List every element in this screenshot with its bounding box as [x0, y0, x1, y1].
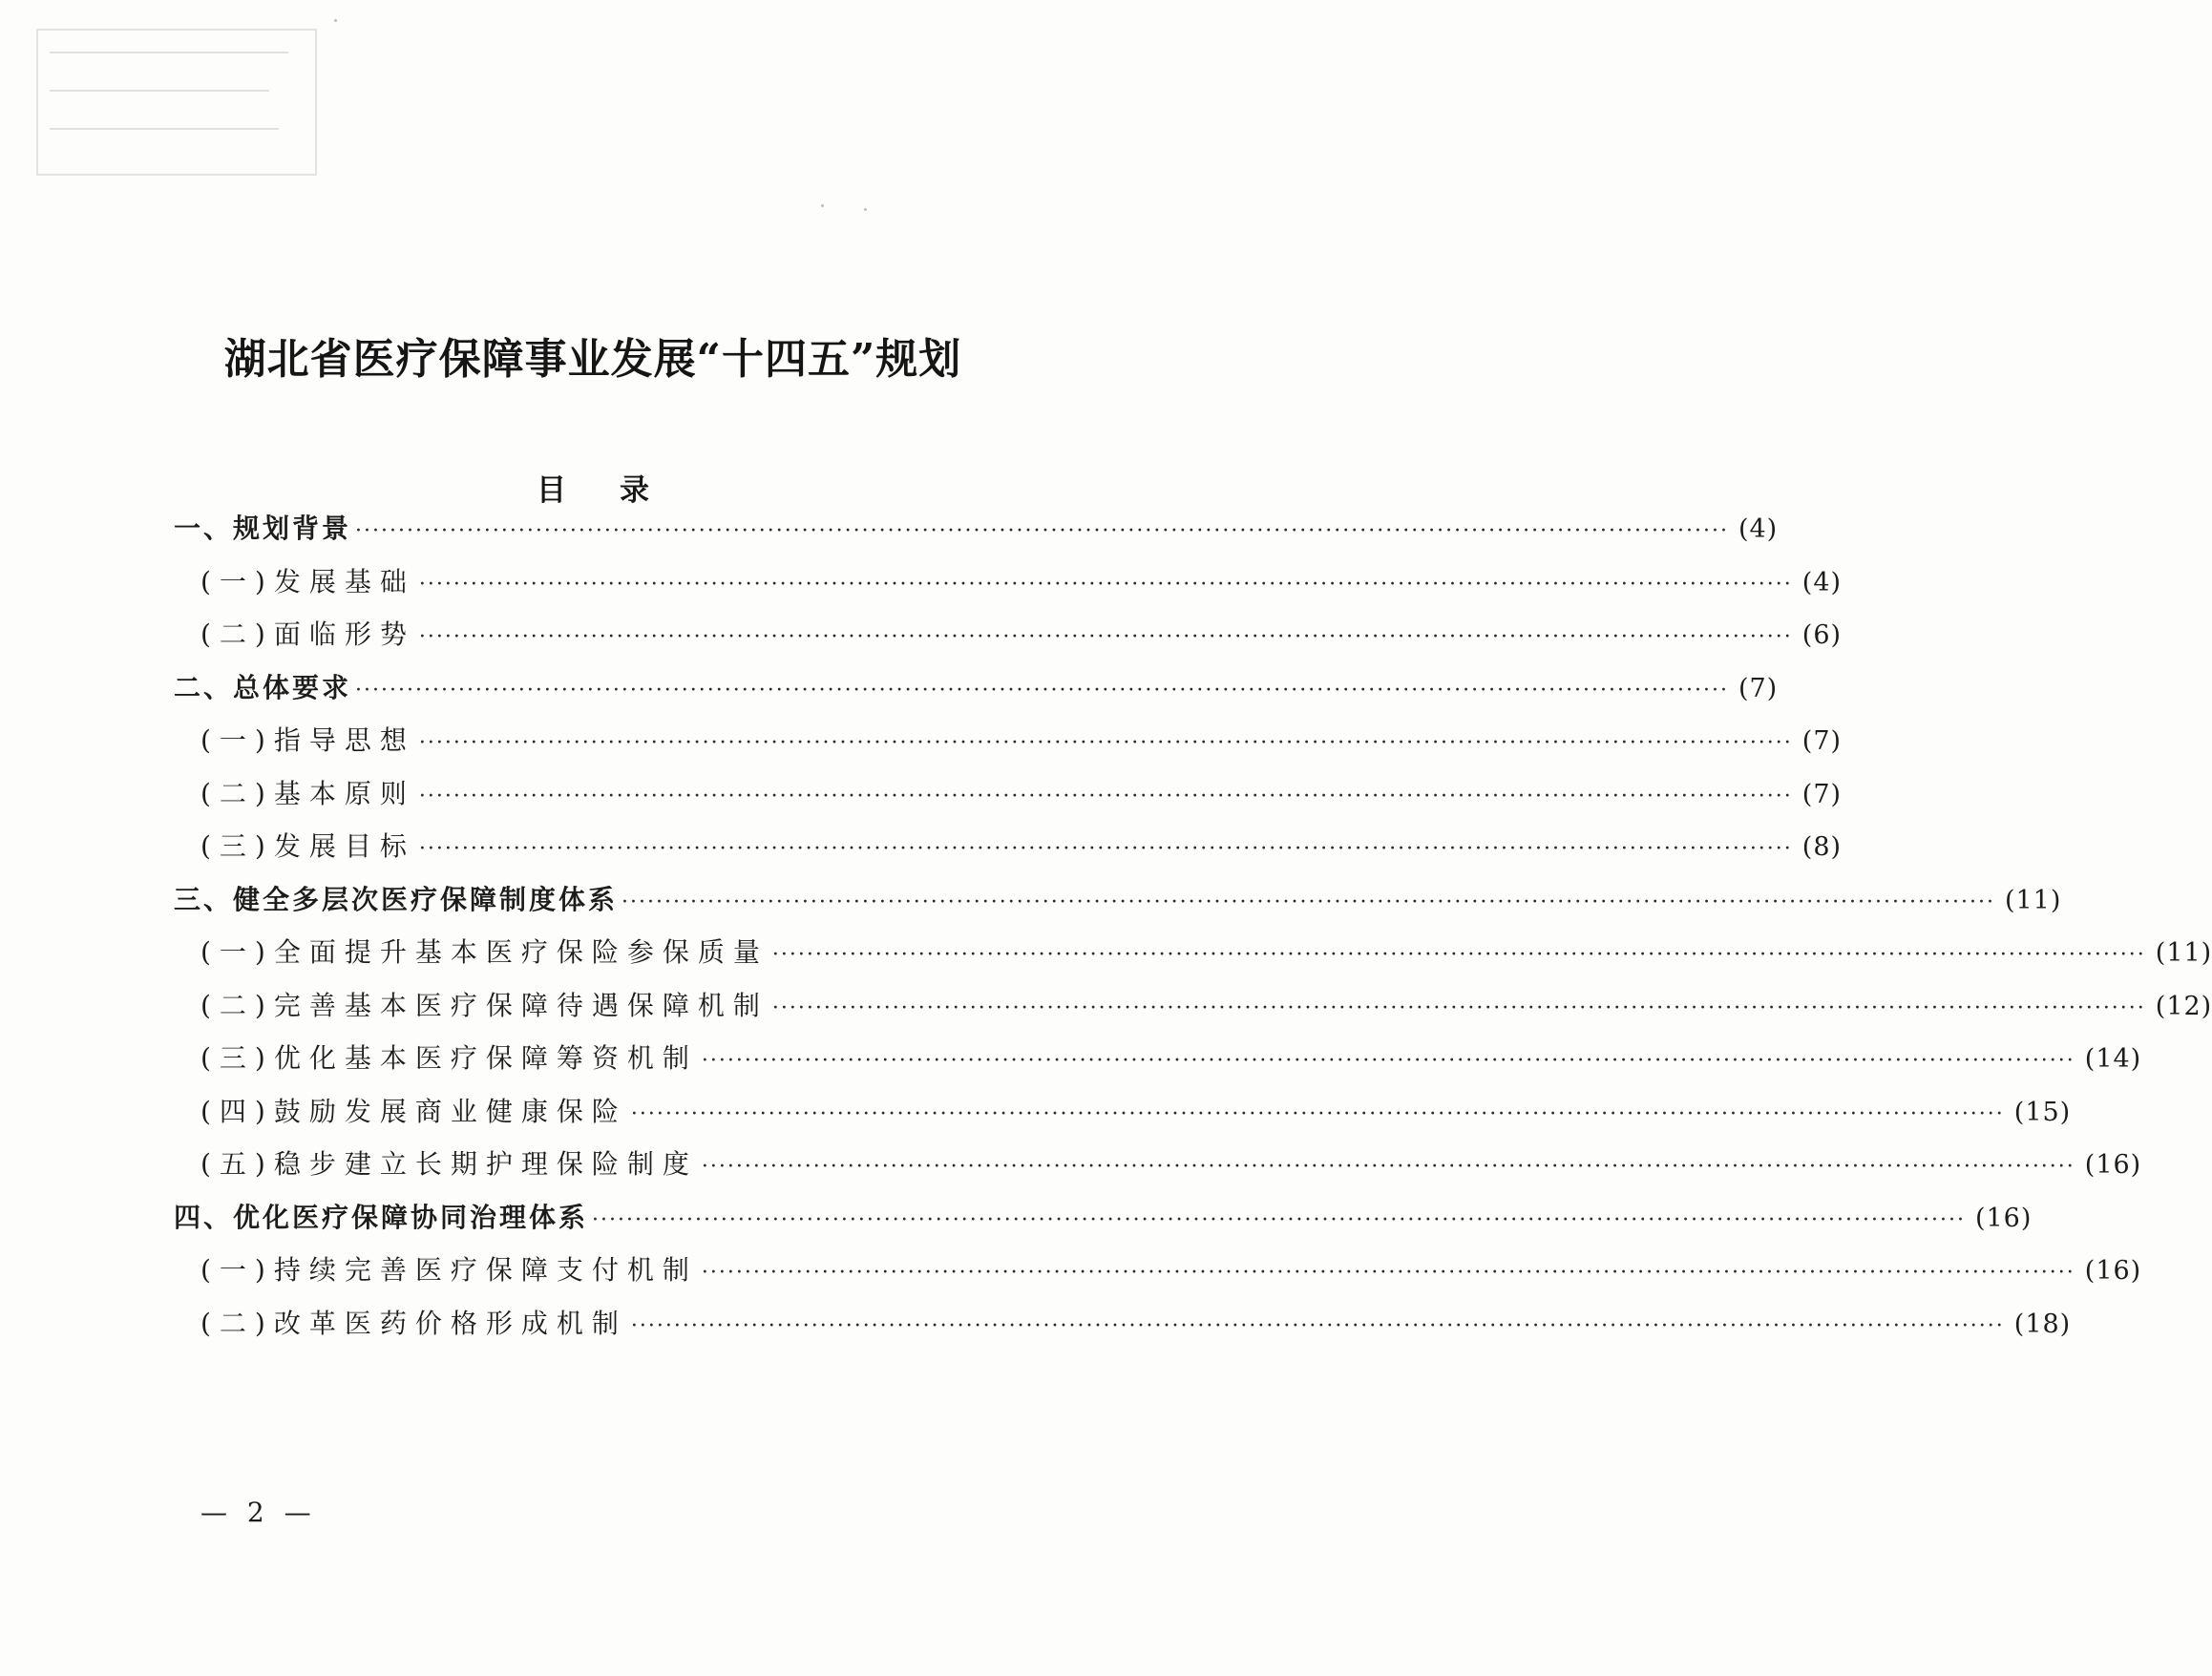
- toc-section-entry[interactable]: [174, 1197, 2033, 1235]
- page-number: — 2 —: [200, 1497, 317, 1528]
- toc-subsection-entry[interactable]: [200, 720, 1843, 758]
- toc-dot-leader: ································································································································································: [418, 785, 1793, 808]
- toc-entry-number: 三、: [174, 884, 234, 915]
- toc-entry-number: (三): [200, 1042, 274, 1074]
- toc-entry-number: (二): [200, 1308, 274, 1339]
- toc-dot-leader: ································································································································································: [418, 625, 1793, 649]
- toc-entry-label: 全面提升基本医疗保险参保质量: [273, 936, 769, 968]
- toc-entry-number: 一、: [174, 513, 234, 544]
- toc-dot-leader: ································································································································································: [621, 890, 1995, 914]
- toc-dot-leader: ································································································································································: [592, 1208, 1966, 1232]
- toc-entry-page: (7): [1801, 780, 1843, 809]
- toc-dot-leader: ································································································································································: [418, 837, 1793, 861]
- toc-dot-leader: ································································································································································: [355, 519, 1729, 543]
- toc-dot-leader: ································································································································································: [701, 1155, 2075, 1179]
- toc-entry-page: (7): [1801, 726, 1843, 756]
- toc-entry-number: 二、: [174, 672, 234, 703]
- toc-entry-number: (三): [200, 830, 274, 862]
- toc-entry-label: 基本原则: [273, 778, 415, 809]
- toc-subsection-entry[interactable]: [200, 985, 2212, 1023]
- toc-entry-page: (14): [2084, 1044, 2142, 1074]
- scan-speck: [864, 208, 867, 211]
- toc-dot-leader: ································································································································································: [701, 1049, 2075, 1073]
- toc-entry-label: 改革医药价格形成机制: [273, 1308, 627, 1339]
- toc-entry-label: 健全多层次医疗保障制度体系: [233, 884, 619, 915]
- toc-entry-page: (8): [1801, 832, 1843, 862]
- toc-entry-number: (一): [200, 566, 274, 597]
- toc-entry-number: (一): [200, 936, 274, 968]
- toc-entry-page: (15): [2013, 1098, 2072, 1127]
- toc-entry-page: (12): [2155, 992, 2212, 1021]
- toc-entry-page: (16): [2084, 1150, 2142, 1180]
- toc-entry-page: (7): [1738, 674, 1779, 703]
- toc-subsection-entry[interactable]: [200, 1091, 2072, 1129]
- toc-entry-page: (18): [2013, 1309, 2072, 1339]
- toc-entry-label: 规划背景: [233, 513, 352, 544]
- toc-subsection-entry[interactable]: [200, 614, 1843, 652]
- toc-section-entry[interactable]: [174, 879, 2062, 917]
- toc-entry-number: (二): [200, 990, 274, 1021]
- scan-speck: [334, 19, 337, 22]
- toc-dot-leader: ································································································································································: [771, 943, 2146, 967]
- toc-entry-number: (四): [200, 1096, 274, 1127]
- toc-dot-leader: ································································································································································: [355, 679, 1729, 702]
- toc-dot-leader: ································································································································································: [771, 996, 2146, 1020]
- toc-entry-number: (二): [200, 778, 274, 809]
- toc-entry-page: (16): [2084, 1256, 2142, 1286]
- toc-entry-label: 鼓励发展商业健康保险: [273, 1096, 627, 1127]
- toc-entry-label: 优化基本医疗保障筹资机制: [273, 1042, 698, 1074]
- scan-speck: [821, 204, 824, 207]
- toc-entry-page: (11): [2004, 886, 2062, 915]
- toc-entry-label: 总体要求: [233, 672, 352, 703]
- toc-section-entry[interactable]: [174, 667, 1779, 705]
- toc-entry-number: (一): [200, 724, 274, 756]
- toc-subsection-entry[interactable]: [200, 1249, 2142, 1288]
- toc-entry-page: (11): [2155, 938, 2212, 968]
- toc-heading: 目录: [537, 473, 703, 508]
- toc-entry-label: 持续完善医疗保障支付机制: [273, 1254, 698, 1286]
- toc-entry-label: 稳步建立长期护理保险制度: [273, 1148, 698, 1180]
- toc-subsection-entry[interactable]: [200, 773, 1843, 811]
- toc-entry-label: 指导思想: [273, 724, 415, 756]
- toc-dot-leader: ································································································································································: [630, 1314, 2005, 1338]
- toc-entry-label: 面临形势: [273, 618, 415, 650]
- toc-dot-leader: ································································································································································: [418, 573, 1793, 597]
- toc-entry-label: 发展目标: [273, 830, 415, 862]
- toc-dot-leader: ································································································································································: [701, 1261, 2075, 1285]
- toc-entry-number: (五): [200, 1148, 274, 1180]
- toc-subsection-entry[interactable]: [200, 1143, 2142, 1182]
- toc-entry-number: (一): [200, 1254, 274, 1286]
- toc-subsection-entry[interactable]: [200, 932, 2212, 970]
- toc-entry-label: 优化医疗保障协同治理体系: [233, 1202, 589, 1233]
- faded-stamp-mark: [36, 29, 317, 176]
- toc-entry-page: (16): [1974, 1204, 2033, 1233]
- toc-section-entry[interactable]: [174, 508, 1779, 546]
- toc-subsection-entry[interactable]: [200, 1303, 2072, 1341]
- toc-entry-page: (6): [1801, 620, 1843, 650]
- toc-dot-leader: ································································································································································: [630, 1102, 2005, 1126]
- toc-subsection-entry[interactable]: [200, 1037, 2142, 1076]
- toc-entry-page: (4): [1738, 514, 1779, 544]
- toc-entry-number: (二): [200, 618, 274, 650]
- toc-entry-number: 四、: [174, 1202, 234, 1233]
- toc-subsection-entry[interactable]: [200, 826, 1843, 864]
- toc-subsection-entry[interactable]: [200, 561, 1843, 599]
- toc-dot-leader: ································································································································································: [418, 731, 1793, 755]
- document-title: 湖北省医疗保障事业发展“十四五”规划: [223, 335, 962, 384]
- toc-entry-label: 发展基础: [273, 566, 415, 597]
- toc-entry-page: (4): [1801, 568, 1843, 597]
- toc-entry-label: 完善基本医疗保障待遇保障机制: [273, 990, 769, 1021]
